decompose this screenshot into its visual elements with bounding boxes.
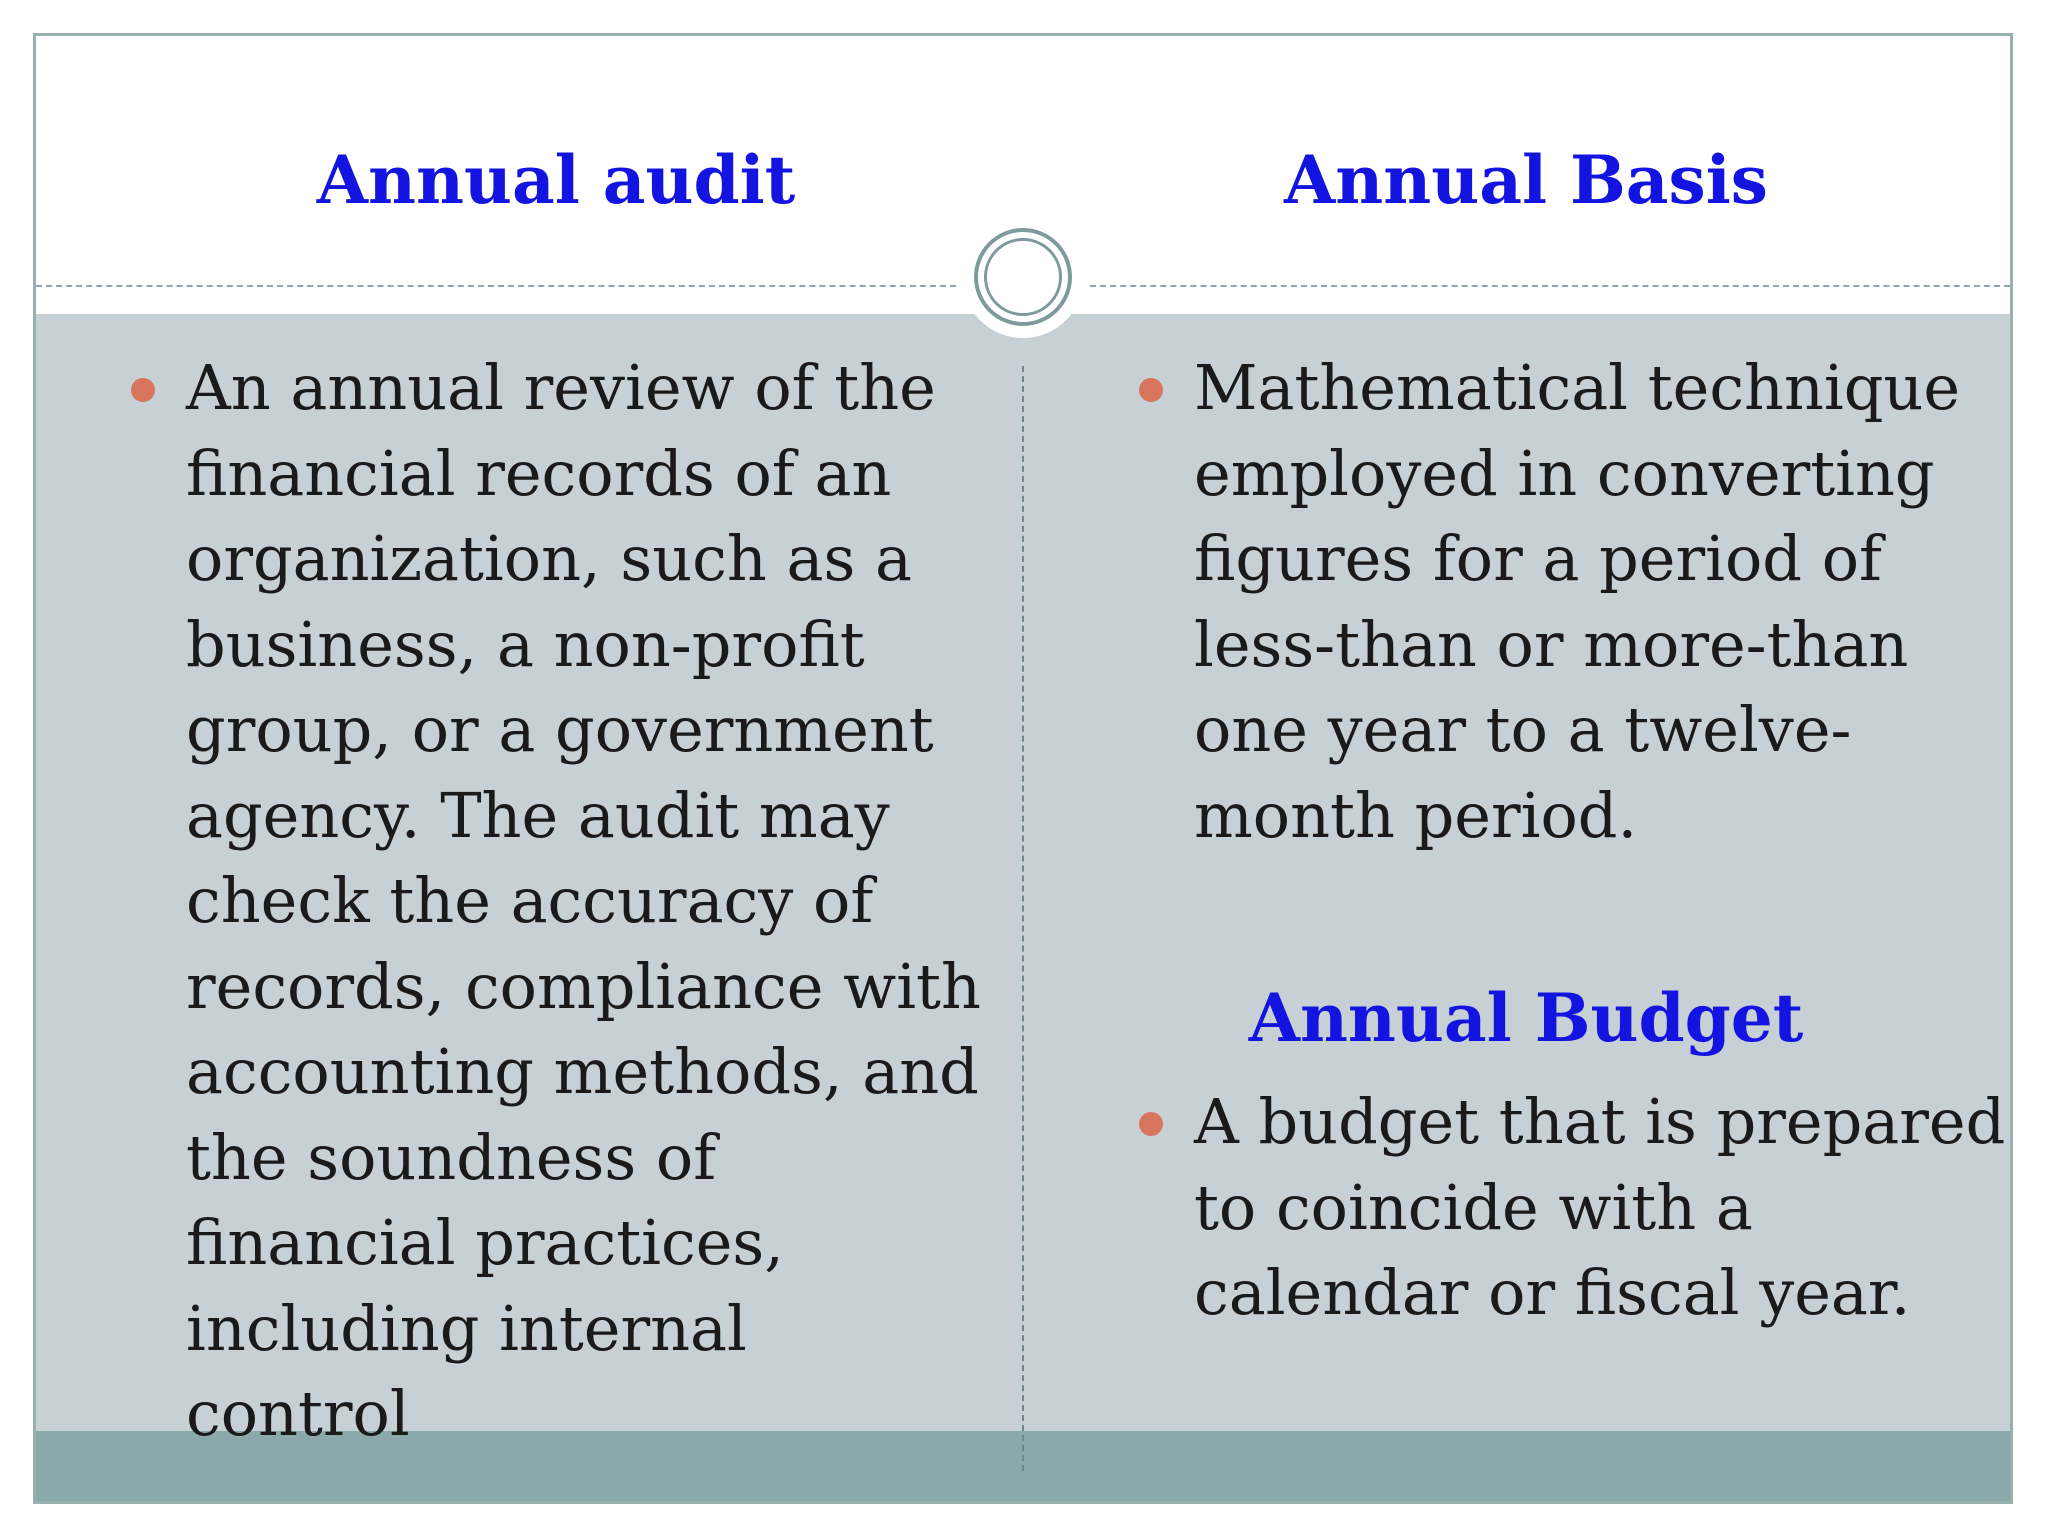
text-line: Mathematical technique [1194,351,1961,424]
text-line: one year to a twelve- [1194,693,1852,766]
text-line: organization, such as a [186,522,912,595]
heading-annual-budget: Annual Budget [1248,979,1804,1057]
text-line: business, a non-profit [186,607,865,681]
text-line: the soundness of [186,1120,717,1194]
text-line: records, compliance with [186,949,981,1023]
divider-right [1090,285,2010,287]
text-line: employed in converting [1194,436,1935,510]
bullet-dot-icon [1139,1112,1163,1136]
text-line: month period. [1194,778,1638,852]
text-line: A budget that is prepared [1194,1085,2006,1158]
heading-annual-audit: Annual audit [316,141,796,219]
slide [33,33,2013,1504]
text-line: accounting methods, and [186,1035,979,1108]
text-line: financial practices, [186,1206,784,1279]
text-line: including internal [186,1291,747,1365]
text-line: less-than or more-than [1194,607,1909,681]
divider-ornament-inner [984,238,1062,316]
text-line: group, or a government [186,693,934,766]
heading-annual-basis: Annual Basis [1284,141,1768,219]
bullet-annual-basis [1194,345,1994,858]
bullet-annual-audit [186,345,996,1457]
text-line: agency. The audit may [186,778,890,852]
bullet-dot-icon [1139,378,1163,402]
text-line: financial records of an [186,436,892,510]
text-line: check the accuracy of [186,864,874,937]
text-line: control [186,1377,410,1450]
bullet-dot-icon [131,378,155,402]
column-divider [1022,366,1024,1471]
text-line: figures for a period of [1194,522,1882,595]
text-line: calendar or fiscal year. [1194,1256,1911,1329]
bullet-annual-budget [1194,1079,2006,1336]
text-line: to coincide with a [1194,1170,1753,1244]
divider-left [36,285,956,287]
text-line: An annual review of the [186,351,936,424]
